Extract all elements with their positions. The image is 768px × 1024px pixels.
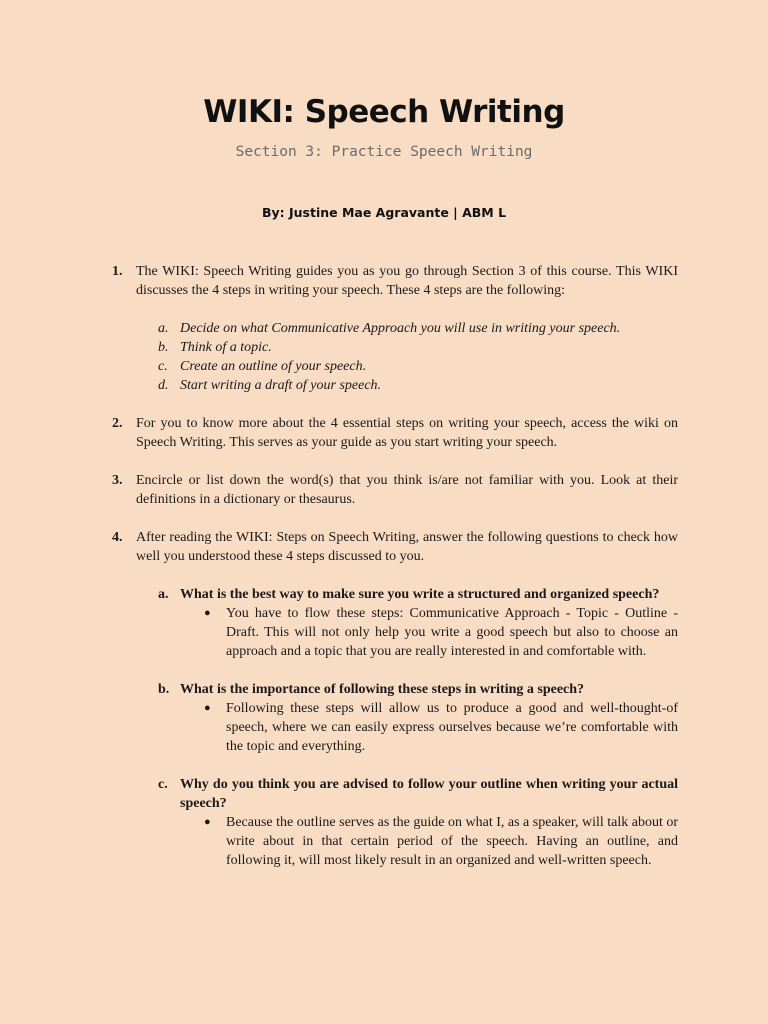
step-item [158, 357, 678, 376]
question-c [158, 775, 678, 813]
step-letter: c. [158, 359, 168, 374]
bullet-icon: ● [204, 816, 211, 828]
answer-c [204, 813, 678, 870]
step-item [158, 338, 678, 357]
answer-a [204, 604, 678, 661]
list-item-3 [112, 471, 678, 509]
item-number: 1. [112, 264, 123, 279]
item-text: Encircle or list down the word(s) that you think is/are not familiar with you. Look at their definitions in a dictionary or thesaurus. [136, 473, 678, 507]
list-item-1 [112, 262, 678, 300]
step-text: Start writing a draft of your speech. [180, 378, 382, 393]
answer-text: Following these steps will allow us to produce a good and well-thought-of speech, where we can easily express ourselves because we’re comfortable with the topic and everything. [226, 701, 678, 754]
list-item-2 [112, 414, 678, 452]
item-number: 4. [112, 530, 123, 545]
item-text: For you to know more about the 4 essential steps on writing your speech, access the wiki on Speech Writing. This serves as your guide as you start writing your speech. [136, 416, 678, 450]
question-text: What is the importance of following these steps in writing a speech? [180, 682, 585, 697]
answer-text: Because the outline serves as the guide on what I, as a speaker, will talk about or write about in that certain period of the speech. Having an outline, and following it, will most likely result in an organized and well-written speech. [226, 815, 678, 868]
question-letter: b. [158, 682, 170, 697]
question-b [158, 680, 678, 699]
item-number: 2. [112, 416, 123, 431]
author-byline: By: Justine Mae Agravante | ABM L [261, 205, 507, 220]
list-item-4 [112, 528, 678, 566]
document-body [0, 262, 768, 870]
answer-b [204, 699, 678, 756]
bullet-icon: ● [204, 702, 211, 714]
step-item [158, 376, 678, 395]
step-item [158, 319, 678, 338]
question-letter: c. [158, 777, 168, 792]
step-letter: d. [158, 378, 169, 393]
bullet-icon: ● [204, 607, 211, 619]
item-number: 3. [112, 473, 123, 488]
question-text: Why do you think you are advised to follow your outline when writing your actual speech? [180, 777, 678, 811]
step-text: Think of a topic. [180, 340, 272, 355]
item-text: The WIKI: Speech Writing guides you as you go through Section 3 of this course. This WIKI discusses the 4 steps in writing your speech. These 4 steps are the following: [136, 264, 678, 298]
step-text: Decide on what Communicative Approach you will use in writing your speech. [180, 321, 621, 336]
question-a [158, 585, 678, 604]
document-subtitle: Section 3: Practice Speech Writing [235, 144, 533, 160]
item-text: After reading the WIKI: Steps on Speech Writing, answer the following questions to check how well you understood these 4 steps discussed to you. [136, 530, 678, 564]
question-text: What is the best way to make sure you write a structured and organized speech? [180, 587, 660, 602]
document-title: WIKI: Speech Writing [203, 94, 565, 130]
step-letter: b. [158, 340, 169, 355]
step-letter: a. [158, 321, 169, 336]
steps-list [158, 319, 678, 395]
answer-text: You have to flow these steps: Communicative Approach - Topic - Outline - Draft. This will not only help you write a good speech but also to choose an approach and a topic that you are really interested in and comfortable with. [226, 606, 678, 659]
question-letter: a. [158, 587, 169, 602]
step-text: Create an outline of your speech. [180, 359, 367, 374]
